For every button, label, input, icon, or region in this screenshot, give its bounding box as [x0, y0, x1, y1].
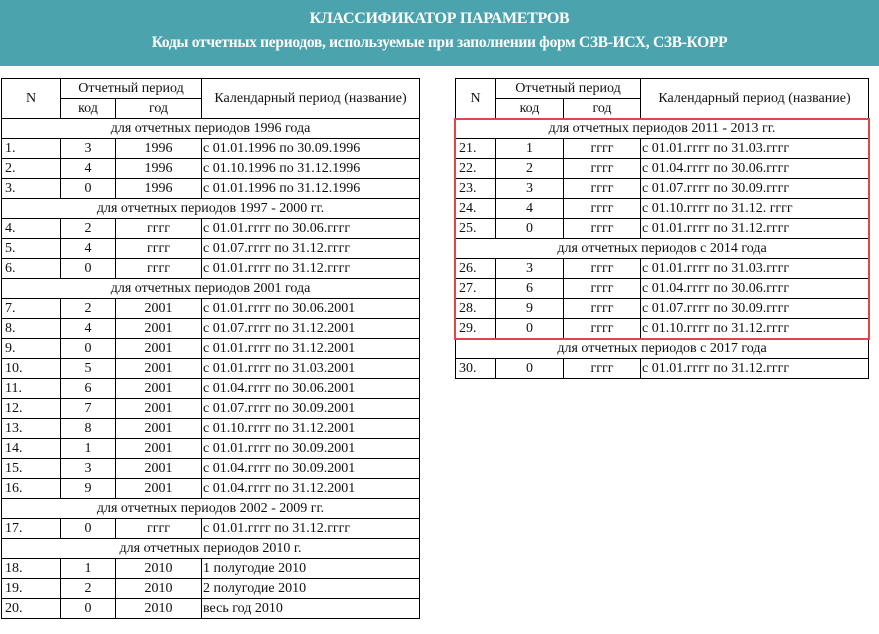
table-row: [2, 319, 420, 339]
periods-table-left-body: [2, 79, 420, 619]
row-number: 4.: [2, 219, 61, 239]
row-calendar-period: с 01.04.гггг по 31.12.2001: [202, 479, 420, 499]
row-number: 16.: [2, 479, 61, 499]
table-row: [2, 399, 420, 419]
table-row: [2, 299, 420, 319]
periods-table-right-body: [456, 79, 869, 379]
col-header-year: год: [116, 99, 202, 119]
table-row: [456, 179, 869, 199]
table-row: [2, 179, 420, 199]
col-header-reporting-period: Отчетный период: [496, 79, 641, 99]
table-row: [456, 219, 869, 239]
row-number: 15.: [2, 459, 61, 479]
table-row: [2, 239, 420, 259]
col-header-n: N: [2, 79, 61, 119]
section-title: для отчетных периодов 2011 - 2013 гг.: [456, 119, 869, 139]
row-calendar-period: с 01.01.гггг по 31.12.2001: [202, 339, 420, 359]
row-number: 1.: [2, 139, 61, 159]
section-row: [456, 339, 869, 359]
header-banner: [0, 0, 879, 66]
row-code: 2: [61, 299, 116, 319]
row-code: 1: [496, 139, 564, 159]
row-number: 3.: [2, 179, 61, 199]
row-code: 4: [61, 159, 116, 179]
row-year: 2001: [116, 479, 202, 499]
row-calendar-period: 1 полугодие 2010: [202, 559, 420, 579]
row-calendar-period: с 01.01.гггг по 31.12.гггг: [641, 359, 869, 379]
row-year: 1996: [116, 159, 202, 179]
row-year: гггг: [116, 259, 202, 279]
row-year: 2010: [116, 599, 202, 619]
row-calendar-period: с 01.10.1996 по 31.12.1996: [202, 159, 420, 179]
row-code: 3: [61, 459, 116, 479]
row-code: 0: [61, 599, 116, 619]
section-row: [2, 539, 420, 559]
row-year: 1996: [116, 179, 202, 199]
row-code: 5: [61, 359, 116, 379]
row-calendar-period: с 01.04.гггг по 30.06.2001: [202, 379, 420, 399]
row-year: гггг: [116, 219, 202, 239]
table-row: [2, 459, 420, 479]
row-code: 0: [496, 219, 564, 239]
row-year: 2001: [116, 319, 202, 339]
table-row: [456, 259, 869, 279]
row-code: 2: [61, 579, 116, 599]
row-year: 2001: [116, 459, 202, 479]
row-year: 2010: [116, 579, 202, 599]
row-code: 0: [496, 319, 564, 339]
table-row: [456, 299, 869, 319]
table-row: [456, 279, 869, 299]
row-code: 4: [496, 199, 564, 219]
row-calendar-period: с 01.01.гггг по 30.09.2001: [202, 439, 420, 459]
table-row: [2, 359, 420, 379]
table-row: [2, 579, 420, 599]
row-code: 0: [61, 339, 116, 359]
row-calendar-period: с 01.10.гггг по 31.12. гггг: [641, 199, 869, 219]
row-code: 6: [496, 279, 564, 299]
col-header-code: код: [61, 99, 116, 119]
row-year: гггг: [564, 319, 641, 339]
row-year: гггг: [564, 139, 641, 159]
table-row: [2, 339, 420, 359]
row-number: 13.: [2, 419, 61, 439]
section-row: [456, 239, 869, 259]
row-number: 14.: [2, 439, 61, 459]
table-row: [2, 559, 420, 579]
table-row: [2, 139, 420, 159]
row-code: 8: [61, 419, 116, 439]
row-calendar-period: с 01.04.гггг по 30.06.гггг: [641, 159, 869, 179]
row-number: 5.: [2, 239, 61, 259]
col-header-calendar-period: Календарный период (название): [641, 79, 869, 119]
row-year: гггг: [564, 259, 641, 279]
row-year: 2001: [116, 399, 202, 419]
row-code: 1: [61, 439, 116, 459]
section-title: для отчетных периодов 2002 - 2009 гг.: [2, 499, 420, 519]
row-code: 3: [61, 139, 116, 159]
row-number: 19.: [2, 579, 61, 599]
row-year: гггг: [116, 519, 202, 539]
row-number: 11.: [2, 379, 61, 399]
row-code: 1: [61, 559, 116, 579]
col-header-year: год: [564, 99, 641, 119]
row-number: 22.: [456, 159, 496, 179]
row-year: 2001: [116, 359, 202, 379]
header-row: [456, 79, 869, 99]
row-number: 26.: [456, 259, 496, 279]
row-year: 2001: [116, 419, 202, 439]
row-number: 2.: [2, 159, 61, 179]
row-code: 7: [61, 399, 116, 419]
row-number: 24.: [456, 199, 496, 219]
row-year: 2010: [116, 559, 202, 579]
page-subtitle: Коды отчетных периодов, используемые при заполнении форм СЗВ-ИСХ, СЗВ-КОРР: [151, 34, 728, 51]
section-row: [2, 119, 420, 139]
table-row: [2, 259, 420, 279]
row-calendar-period: с 01.10.гггг по 31.12.2001: [202, 419, 420, 439]
row-code: 0: [61, 179, 116, 199]
row-code: 3: [496, 179, 564, 199]
row-number: 9.: [2, 339, 61, 359]
row-calendar-period: с 01.01.гггг по 31.12.гггг: [641, 219, 869, 239]
row-code: 4: [61, 319, 116, 339]
row-code: 2: [496, 159, 564, 179]
row-calendar-period: с 01.10.гггг по 31.12.гггг: [641, 319, 869, 339]
row-year: гггг: [564, 179, 641, 199]
section-title: для отчетных периодов с 2014 года: [456, 239, 869, 259]
row-number: 17.: [2, 519, 61, 539]
row-year: 1996: [116, 139, 202, 159]
col-header-calendar-period: Календарный период (название): [202, 79, 420, 119]
row-calendar-period: с 01.07.гггг по 30.09.гггг: [641, 179, 869, 199]
row-calendar-period: с 01.01.1996 по 31.12.1996: [202, 179, 420, 199]
section-row: [2, 199, 420, 219]
row-number: 27.: [456, 279, 496, 299]
row-number: 20.: [2, 599, 61, 619]
section-row: [456, 119, 869, 139]
row-year: гггг: [564, 299, 641, 319]
col-header-code: код: [496, 99, 564, 119]
row-number: 8.: [2, 319, 61, 339]
page-title: КЛАССИФИКАТОР ПАРАМЕТРОВ: [309, 10, 570, 27]
row-year: гггг: [564, 219, 641, 239]
section-row: [2, 279, 420, 299]
row-calendar-period: 2 полугодие 2010: [202, 579, 420, 599]
section-title: для отчетных периодов 1996 года: [2, 119, 420, 139]
table-row: [2, 219, 420, 239]
row-calendar-period: с 01.01.гггг по 31.12.гггг: [202, 259, 420, 279]
header-row: [2, 79, 420, 99]
row-calendar-period: с 01.01.гггг по 31.03.2001: [202, 359, 420, 379]
periods-table-left: [1, 78, 420, 619]
table-row: [2, 439, 420, 459]
row-calendar-period: с 01.01.гггг по 31.12.гггг: [202, 519, 420, 539]
col-header-reporting-period: Отчетный период: [61, 79, 202, 99]
row-year: гггг: [564, 359, 641, 379]
row-code: 9: [496, 299, 564, 319]
row-number: 6.: [2, 259, 61, 279]
table-row: [2, 419, 420, 439]
row-year: 2001: [116, 439, 202, 459]
row-calendar-period: с 01.07.гггг по 31.12.гггг: [202, 239, 420, 259]
row-code: 0: [61, 259, 116, 279]
col-header-n: N: [456, 79, 496, 119]
row-code: 3: [496, 259, 564, 279]
row-code: 0: [496, 359, 564, 379]
table-row: [2, 599, 420, 619]
row-number: 18.: [2, 559, 61, 579]
table-row: [456, 199, 869, 219]
table-row: [456, 159, 869, 179]
row-code: 6: [61, 379, 116, 399]
row-year: 2001: [116, 379, 202, 399]
table-row: [2, 479, 420, 499]
table-row: [456, 359, 869, 379]
row-number: 7.: [2, 299, 61, 319]
section-title: для отчетных периодов 2010 г.: [2, 539, 420, 559]
row-year: 2001: [116, 299, 202, 319]
section-title: для отчетных периодов 2001 года: [2, 279, 420, 299]
row-calendar-period: с 01.01.гггг по 30.06.гггг: [202, 219, 420, 239]
row-number: 29.: [456, 319, 496, 339]
row-code: 9: [61, 479, 116, 499]
table-row: [2, 519, 420, 539]
row-number: 25.: [456, 219, 496, 239]
row-calendar-period: с 01.01.гггг по 30.06.2001: [202, 299, 420, 319]
row-calendar-period: с 01.04.гггг по 30.06.гггг: [641, 279, 869, 299]
row-year: гггг: [116, 239, 202, 259]
section-title: для отчетных периодов с 2017 года: [456, 339, 869, 359]
row-number: 10.: [2, 359, 61, 379]
table-row: [456, 139, 869, 159]
row-calendar-period: с 01.04.гггг по 30.09.2001: [202, 459, 420, 479]
row-code: 2: [61, 219, 116, 239]
table-row: [456, 319, 869, 339]
row-calendar-period: с 01.01.гггг по 31.03.гггг: [641, 139, 869, 159]
row-calendar-period: с 01.07.гггг по 30.09.2001: [202, 399, 420, 419]
row-year: 2001: [116, 339, 202, 359]
table-row: [2, 159, 420, 179]
row-calendar-period: весь год 2010: [202, 599, 420, 619]
row-calendar-period: с 01.01.гггг по 31.03.гггг: [641, 259, 869, 279]
row-number: 21.: [456, 139, 496, 159]
row-year: гггг: [564, 279, 641, 299]
section-title: для отчетных периодов 1997 - 2000 гг.: [2, 199, 420, 219]
row-code: 0: [61, 519, 116, 539]
periods-table-right: [455, 78, 869, 379]
row-calendar-period: с 01.07.гггг по 31.12.2001: [202, 319, 420, 339]
row-code: 4: [61, 239, 116, 259]
table-row: [2, 379, 420, 399]
row-calendar-period: с 01.01.1996 по 30.09.1996: [202, 139, 420, 159]
row-number: 28.: [456, 299, 496, 319]
row-number: 23.: [456, 179, 496, 199]
row-year: гггг: [564, 199, 641, 219]
row-number: 30.: [456, 359, 496, 379]
row-number: 12.: [2, 399, 61, 419]
row-year: гггг: [564, 159, 641, 179]
row-calendar-period: с 01.07.гггг по 30.09.гггг: [641, 299, 869, 319]
section-row: [2, 499, 420, 519]
